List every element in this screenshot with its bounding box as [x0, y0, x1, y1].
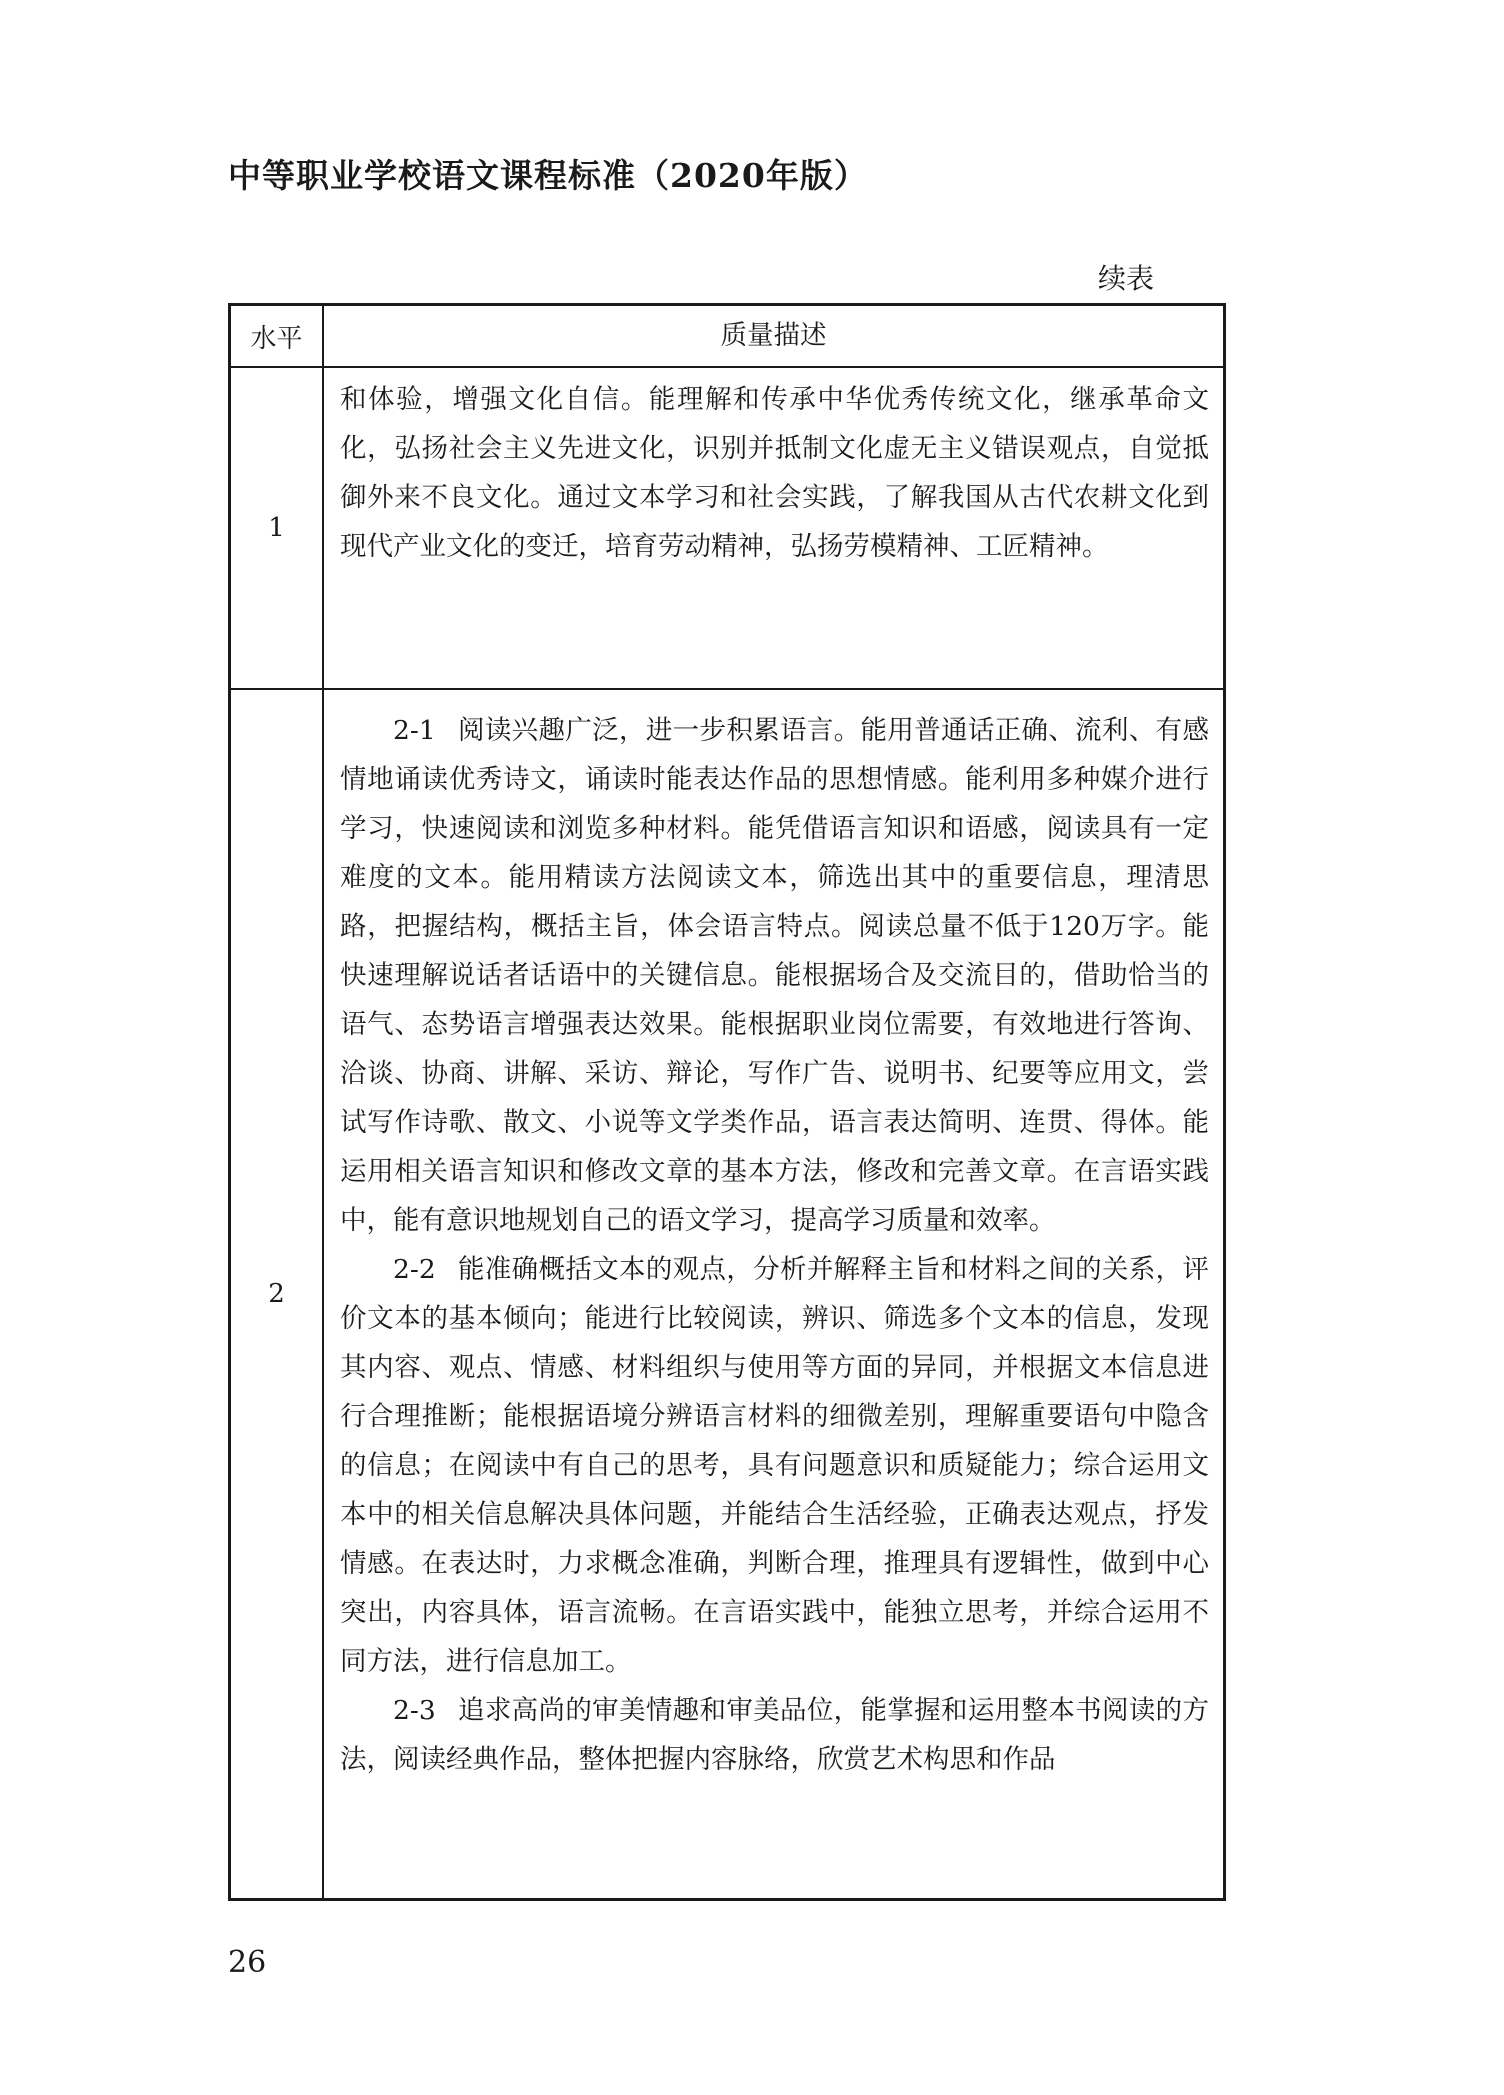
description-paragraph [340, 1245, 1209, 1686]
level-cell: 2 [231, 690, 324, 1898]
description-paragraph [340, 706, 1209, 1245]
item-text: 追求高尚的审美情趣和审美品位，能掌握和运用整本书阅读的方法，阅读经典作品，整体把握内容脉络，欣赏艺术构思和作品 [340, 1695, 1209, 1775]
description-cell [324, 368, 1223, 688]
table-row [231, 690, 1223, 1898]
item-code: 2-3 [393, 1695, 436, 1726]
description-cell [324, 690, 1223, 1898]
table-header-row [231, 306, 1223, 368]
level-cell: 1 [231, 368, 324, 688]
item-text: 阅读兴趣广泛，进一步积累语言。能用普通话正确、流利、有感情地诵读优秀诗文，诵读时能表达作品的思想情感。能利用多种媒介进行学习，快速阅读和浏览多种材料。能凭借语言知识和语感，阅读具有一定难度的文本。能用精读方法阅读文本，筛选出其中的重要信息，理清思路，把握结构，概括主旨，体会语言特点。阅读总量不低于120万字。能快速理解说话者话语中的关键信息。能根据场合及交流目的，借助恰当的语气、态势语言增强表达效果。能根据职业岗位需要，有效地进行答询、洽谈、协商、讲解、采访、辩论，写作广告、说明书、纪要等应用文，尝试写作诗歌、散文、小说等文学类作品，语言表达简明、连贯、得体。能运用相关语言知识和修改文章的基本方法，修改和完善文章。在言语实践中，能有意识地规划自己的语文学习，提高学习质量和效率。 [340, 715, 1209, 1236]
header-description: 质量描述 [720, 319, 827, 351]
item-code: 2-2 [393, 1254, 436, 1285]
table-row [231, 368, 1223, 690]
running-head: 中等职业学校语文课程标准（2020年版） [228, 156, 868, 195]
quality-table [228, 303, 1226, 1901]
item-text: 能准确概括文本的观点，分析并解释主旨和材料之间的关系，评价文本的基本倾向；能进行比较阅读，辨识、筛选多个文本的信息，发现其内容、观点、情感、材料组织与使用等方面的异同，并根据文本信息进行合理推断；能根据语境分辨语言材料的细微差别，理解重要语句中隐含的信息；在阅读中有自己的思考，具有问题意识和质疑能力；综合运用文本中的相关信息解决具体问题，并能结合生活经验，正确表达观点，抒发情感。在表达时，力求概念准确，判断合理，推理具有逻辑性，做到中心突出，内容具体，语言流畅。在言语实践中，能独立思考，并综合运用不同方法，进行信息加工。 [340, 1254, 1209, 1677]
header-level: 水平 [231, 306, 324, 366]
item-code: 2-1 [393, 715, 436, 746]
page-number: 26 [228, 1945, 267, 1980]
description-paragraph: 和体验，增强文化自信。能理解和传承中华优秀传统文化，继承革命文化，弘扬社会主义先进文化，识别并抵制文化虚无主义错误观点，自觉抵御外来不良文化。通过文本学习和社会实践，了解我国从古代农耕文化到现代产业文化的变迁，培育劳动精神，弘扬劳模精神、工匠精神。 [340, 384, 1209, 562]
description-paragraph [340, 1686, 1209, 1784]
continued-label: 续表 [1098, 262, 1155, 295]
